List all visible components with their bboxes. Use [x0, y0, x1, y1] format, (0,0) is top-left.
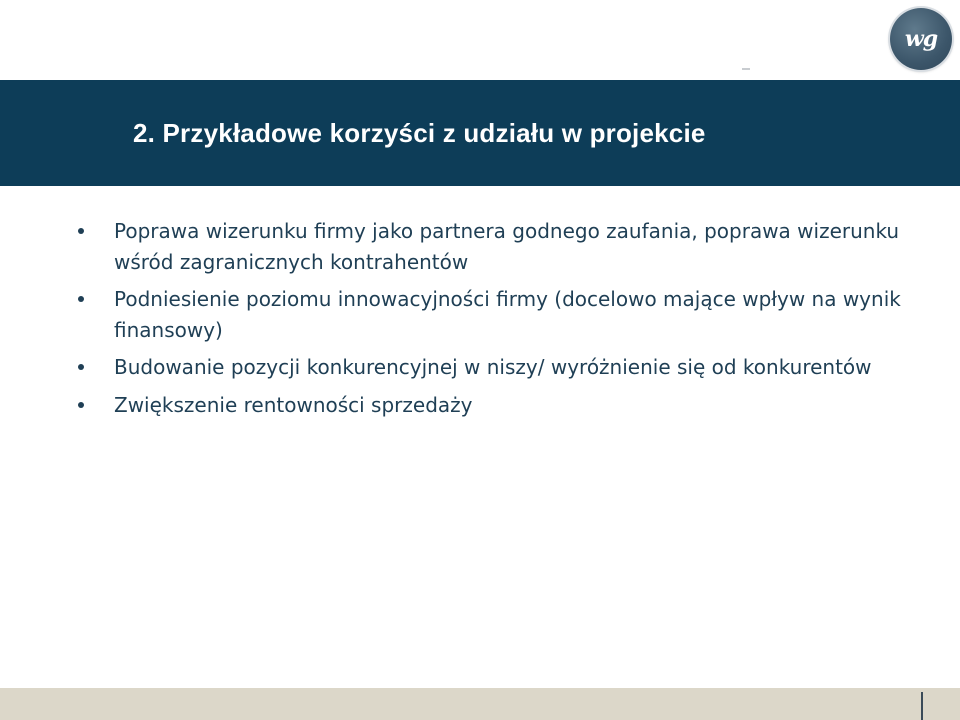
decorative-dash — [742, 68, 750, 70]
bullet-dot-icon — [78, 402, 84, 408]
footer-bar — [0, 688, 960, 720]
bullet-dot-icon — [78, 364, 84, 370]
bullet-list — [78, 216, 908, 427]
bullet-text: Podniesienie poziomu innowacyjności firmy (docelowo mające wpływ na wynik finansowy) — [114, 287, 901, 342]
bullet-text: Zwiększenie rentowności sprzedaży — [114, 392, 473, 417]
footer-divider — [921, 692, 923, 720]
bullet-text: Poprawa wizerunku firmy jako partnera godnego zaufania, poprawa wizerunku wśród zagranicznych kontrahentów — [114, 219, 900, 274]
bullet-dot-icon — [78, 228, 84, 234]
bullet-item — [78, 390, 908, 421]
bullet-item — [78, 216, 908, 277]
bullet-text: Budowanie pozycji konkurencyjnej w niszy/ wyróżnienie się od konkurentów — [114, 355, 872, 379]
bullet-dot-icon — [78, 296, 84, 302]
slide-title: 2. Przykładowe korzyści z udziału w projekcie — [133, 118, 706, 148]
logo-mark: wg — [904, 26, 938, 52]
bullet-item — [78, 352, 908, 383]
bullet-item — [78, 284, 908, 345]
brand-logo-icon — [890, 8, 952, 70]
